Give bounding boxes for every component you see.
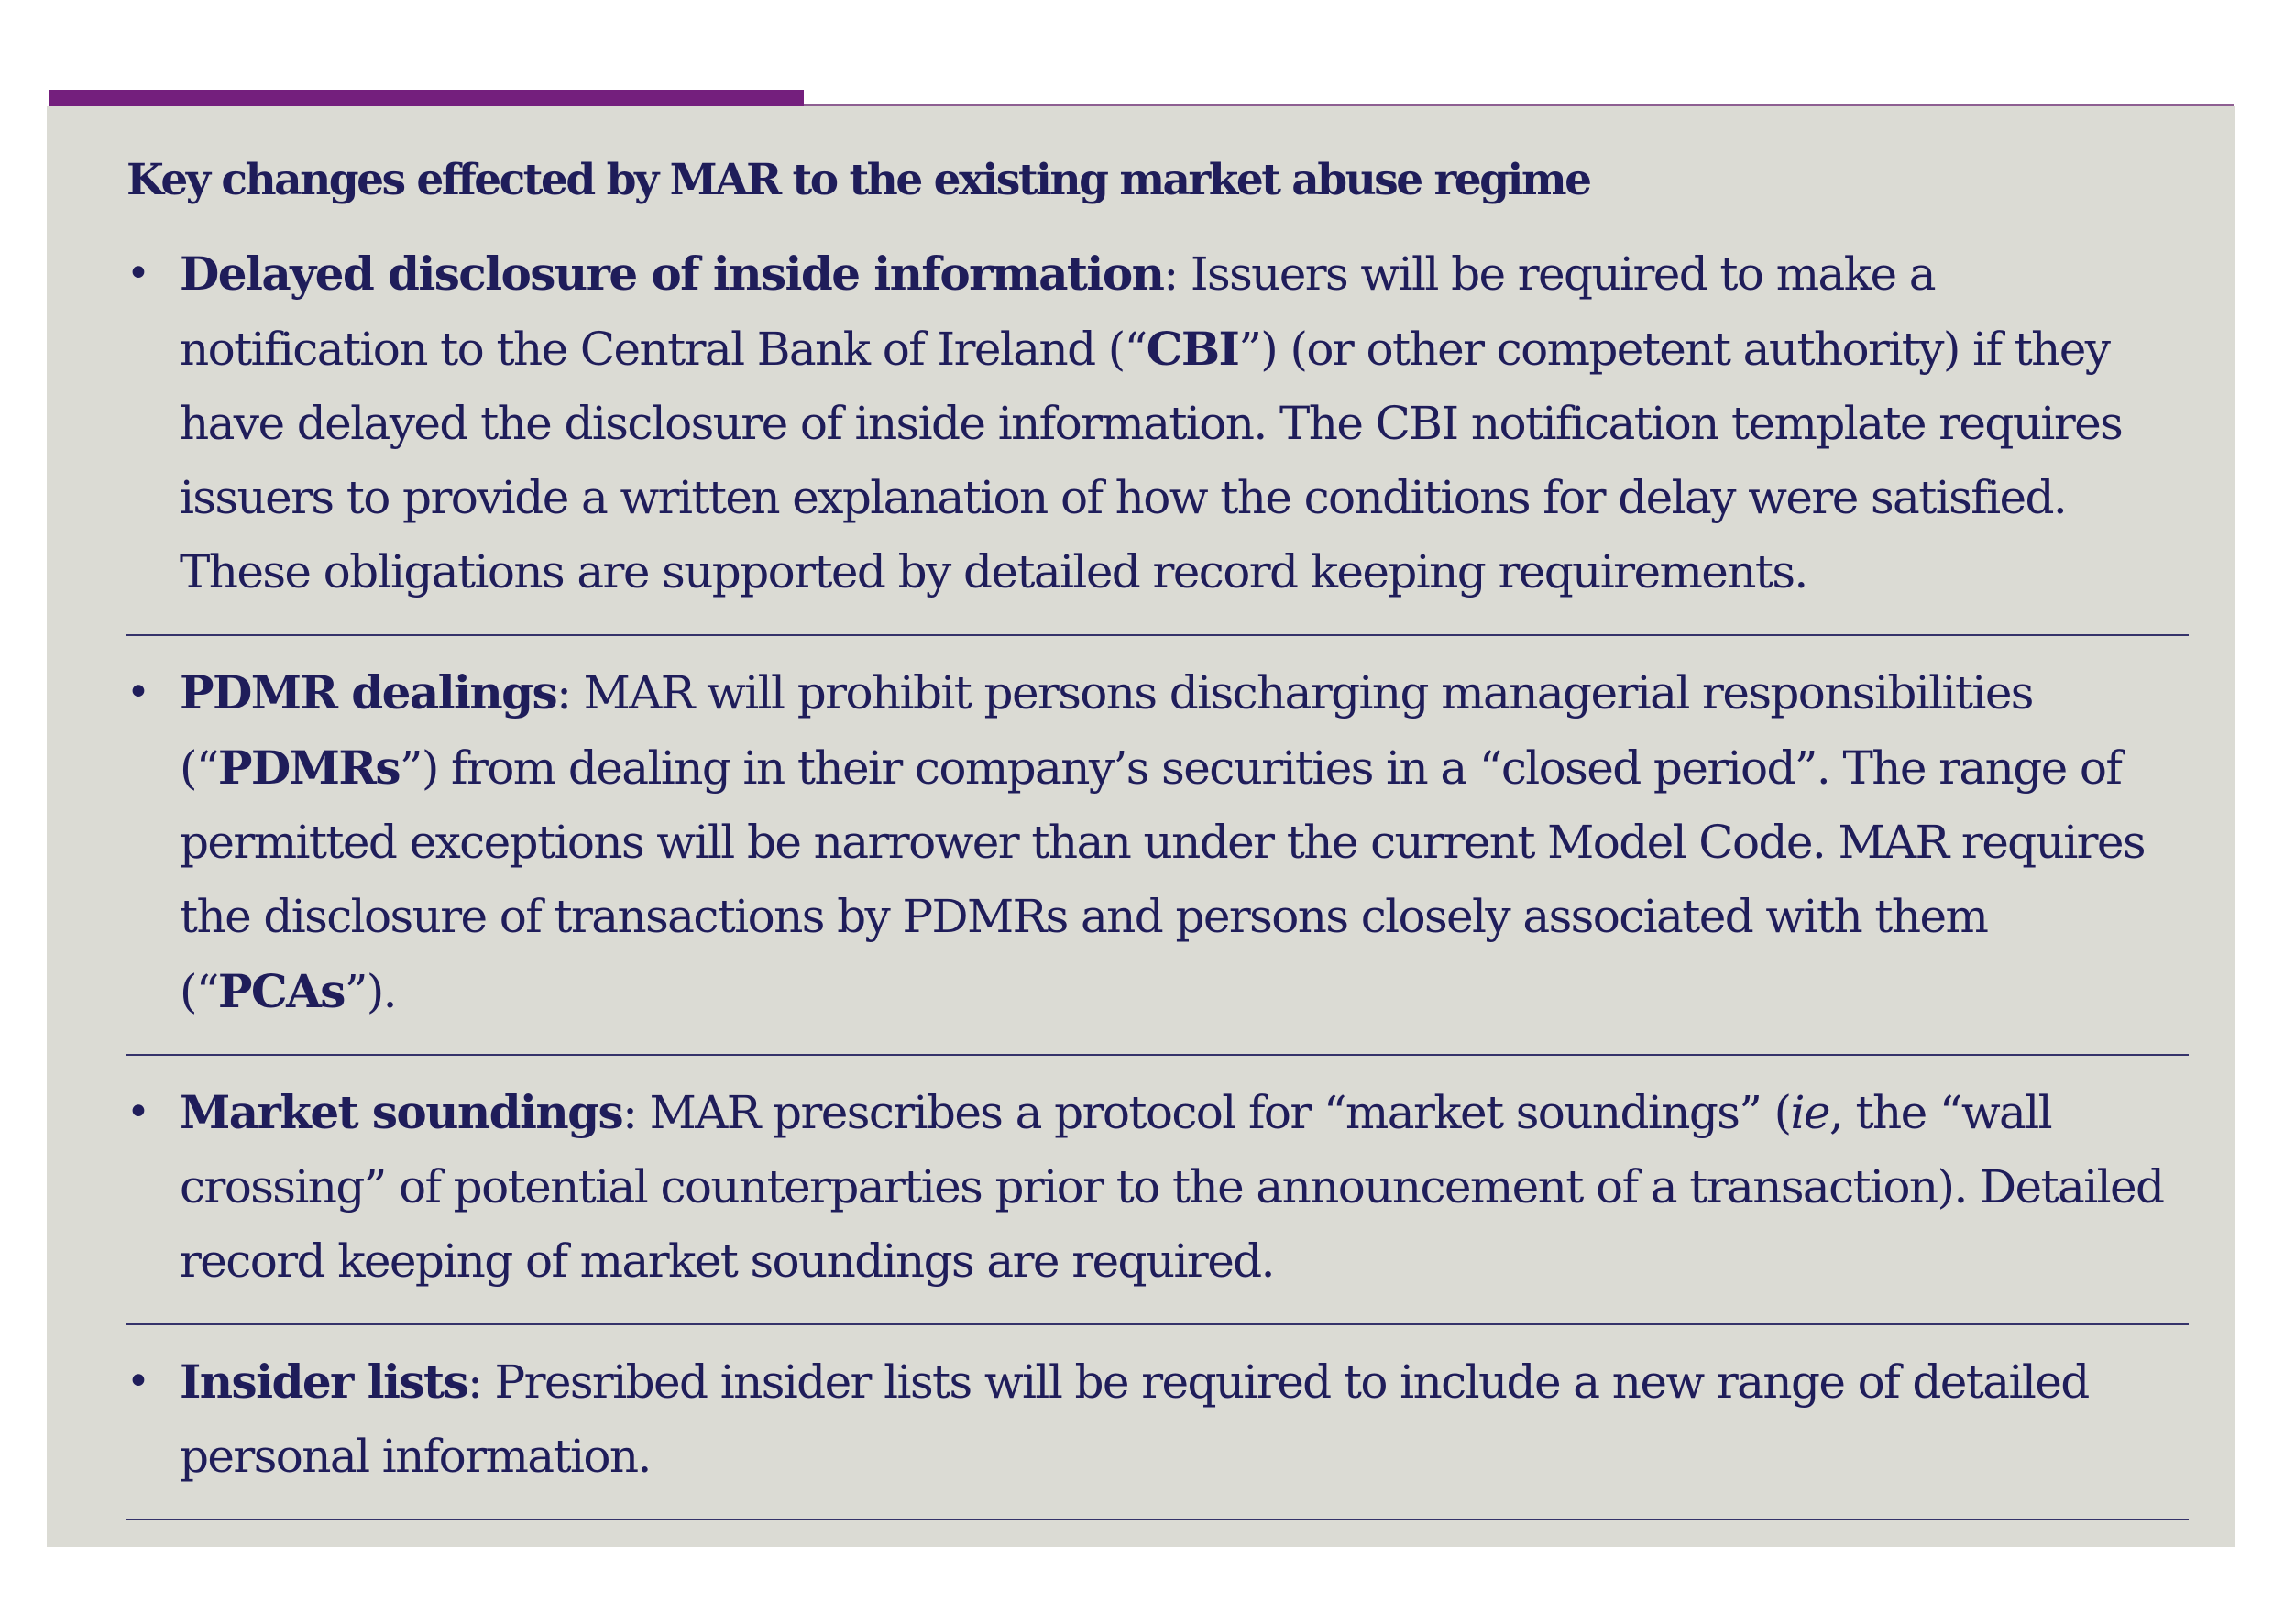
list-item-market-soundings: [126, 1056, 2189, 1325]
item-body: : MAR will prohibit persons discharging managerial responsibilities (“: [180, 665, 2033, 795]
list-item-insider-lists: [126, 1325, 2189, 1520]
item-text: [180, 1075, 2189, 1299]
defined-term: CBI: [1146, 321, 1239, 376]
item-body: ”) (or other competent authority) if they have delayed the disclosure of inside information. The CBI notification template requires issuers to provide a written explanation of how the conditions for delay were satisfied. These obligations are supported by detailed record keeping requirements.: [180, 322, 2123, 598]
item-text: [180, 655, 2189, 1029]
item-body: : MAR prescribes a protocol for “market soundings” (: [622, 1085, 1791, 1139]
item-body: , the “wall crossing” of potential counterparties prior to the announcement of a transaction). Detailed record keeping of market soundings are required.: [180, 1085, 2164, 1288]
item-term: Market soundings: [180, 1084, 623, 1139]
bullet: •: [126, 1357, 150, 1405]
item-body: ”).: [344, 964, 396, 1018]
italic-abbreviation: ie: [1790, 1085, 1829, 1139]
bullet: •: [126, 249, 150, 297]
defined-term: PDMRs: [217, 740, 400, 795]
item-term: Insider lists: [180, 1354, 467, 1409]
accent-bar: [49, 90, 804, 106]
item-body: : Presribed insider lists will be required to include a new range of detailed personal information.: [180, 1355, 2089, 1483]
item-text: [180, 1344, 2189, 1494]
bullet: •: [126, 1088, 150, 1136]
item-term: Delayed disclosure of inside information: [180, 246, 1164, 301]
item-text: [180, 236, 2189, 609]
panel-title: Key changes effected by MAR to the existing market abuse regime: [126, 155, 1590, 205]
list-item-delayed-disclosure: [126, 217, 2189, 636]
item-term: PDMR dealings: [180, 664, 557, 719]
bullet: •: [126, 668, 150, 716]
key-changes-list: [126, 217, 2189, 1520]
list-item-pdmr-dealings: [126, 636, 2189, 1056]
key-changes-panel: [47, 106, 2235, 1547]
item-body: ”) from dealing in their company’s securities in a “closed period”. The range of permitted exceptions will be narrower than under the current Model Code. MAR requires the disclosure of transactions by PDMRs and persons closely associated with them (“: [180, 741, 2145, 1018]
item-body: : Issuers will be required to make a notification to the Central Bank of Ireland (“: [180, 247, 1935, 376]
defined-term: PCAs: [217, 963, 345, 1018]
